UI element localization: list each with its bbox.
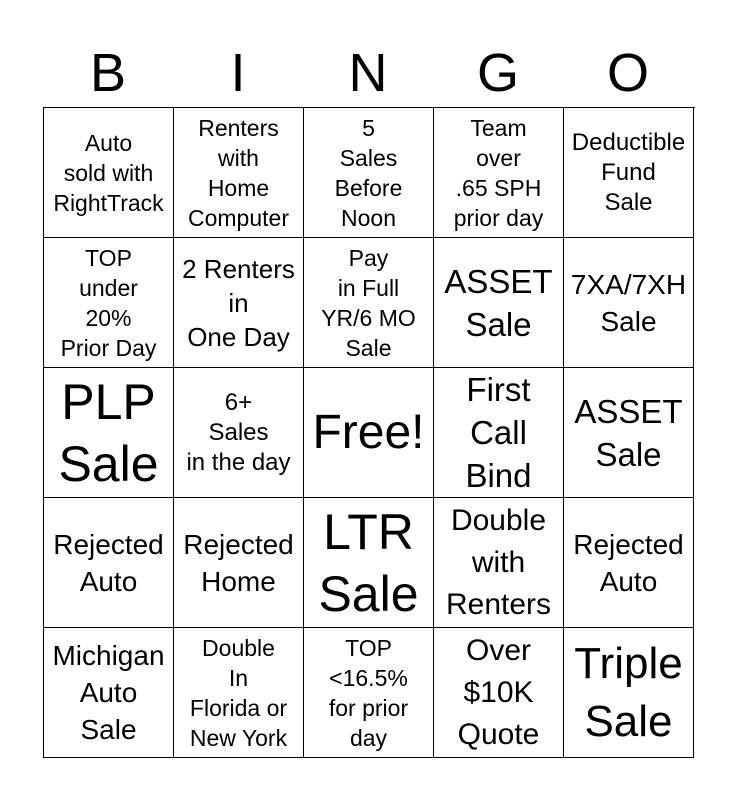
- bingo-cell-r5c4[interactable]: Over $10K Quote: [434, 628, 564, 758]
- bingo-cell-r3c1[interactable]: PLP Sale: [44, 368, 174, 498]
- bingo-cell-r4c5[interactable]: Rejected Auto: [564, 498, 694, 628]
- bingo-cell-r4c1[interactable]: Rejected Auto: [44, 498, 174, 628]
- header-letter-b: B: [89, 43, 127, 103]
- bingo-cell-free[interactable]: Free!: [304, 368, 434, 498]
- bingo-cell-r1c1[interactable]: Auto sold with RightTrack: [44, 108, 174, 238]
- bingo-cell-r3c2[interactable]: 6+ Sales in the day: [174, 368, 304, 498]
- bingo-cell-r1c2[interactable]: Renters with Home Computer: [174, 108, 304, 238]
- bingo-cell-r1c4[interactable]: Team over .65 SPH prior day: [434, 108, 564, 238]
- bingo-cell-r2c2[interactable]: 2 Renters in One Day: [174, 238, 304, 368]
- bingo-cell-r1c5[interactable]: Deductible Fund Sale: [564, 108, 694, 238]
- bingo-cell-r5c3[interactable]: TOP <16.5% for prior day: [304, 628, 434, 758]
- bingo-cell-r2c3[interactable]: Pay in Full YR/6 MO Sale: [304, 238, 434, 368]
- header-letter-i: I: [230, 43, 246, 103]
- header-letter-g: G: [476, 43, 519, 103]
- bingo-cell-r3c5[interactable]: ASSET Sale: [564, 368, 694, 498]
- bingo-cell-r4c4[interactable]: Double with Renters: [434, 498, 564, 628]
- bingo-card-grid: [43, 107, 695, 758]
- bingo-cell-r2c4[interactable]: ASSET Sale: [434, 238, 564, 368]
- bingo-cell-r5c1[interactable]: Michigan Auto Sale: [44, 628, 174, 758]
- bingo-header: [43, 40, 693, 106]
- bingo-cell-r2c5[interactable]: 7XA/7XH Sale: [564, 238, 694, 368]
- header-letter-o: O: [606, 43, 649, 103]
- bingo-cell-r2c1[interactable]: TOP under 20% Prior Day: [44, 238, 174, 368]
- bingo-cell-r4c2[interactable]: Rejected Home: [174, 498, 304, 628]
- header-letter-n: N: [348, 43, 388, 103]
- bingo-cell-r4c3[interactable]: LTR Sale: [304, 498, 434, 628]
- bingo-cell-r5c2[interactable]: Double In Florida or New York: [174, 628, 304, 758]
- bingo-cell-r3c4[interactable]: First Call Bind: [434, 368, 564, 498]
- bingo-cell-r1c3[interactable]: 5 Sales Before Noon: [304, 108, 434, 238]
- bingo-cell-r5c5[interactable]: Triple Sale: [564, 628, 694, 758]
